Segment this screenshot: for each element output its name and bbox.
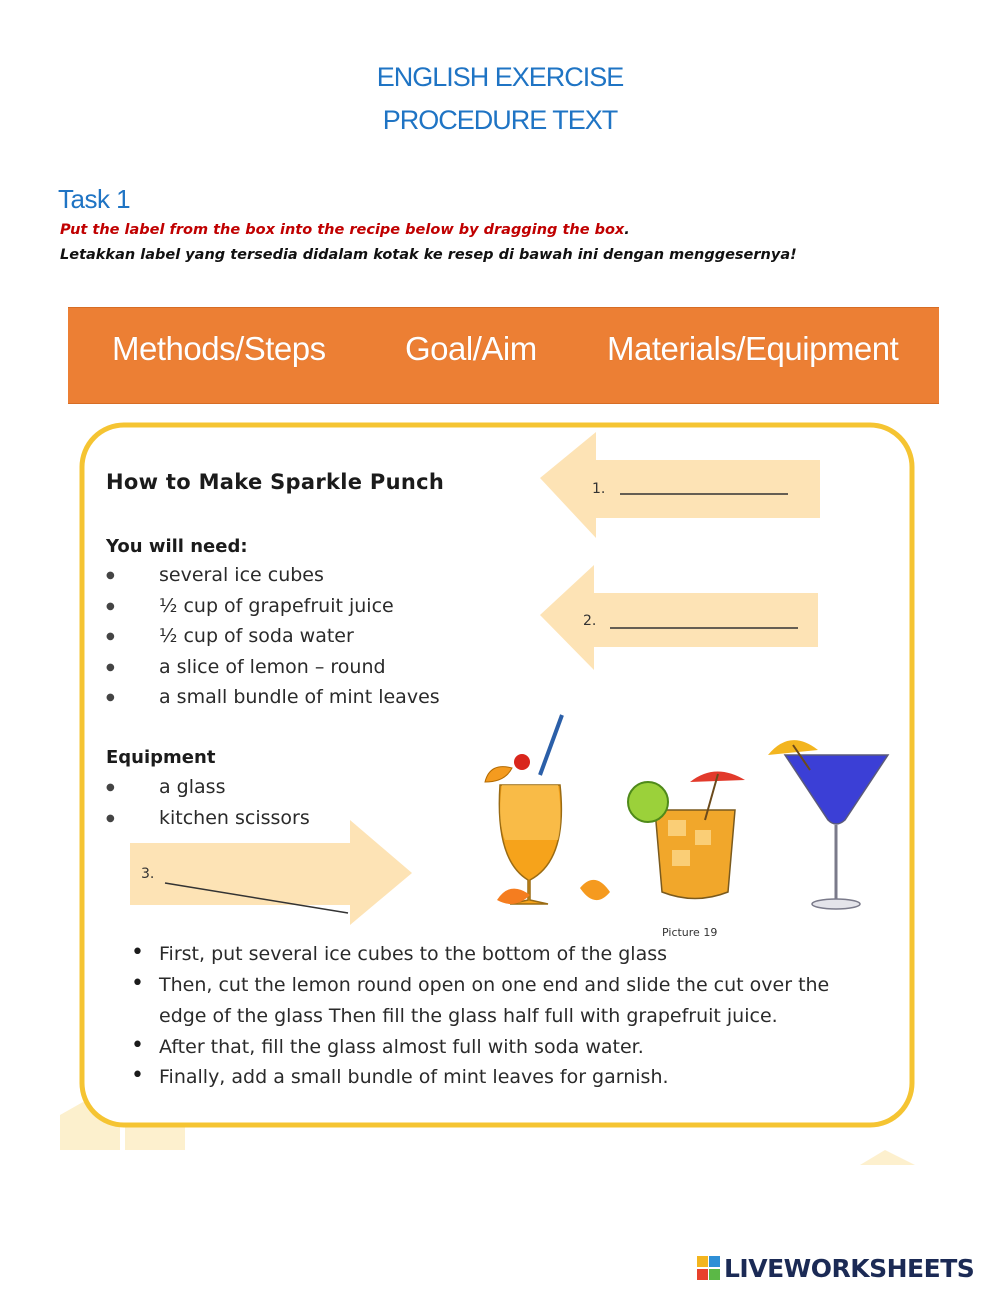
list-bullet-icon: ●: [106, 813, 115, 824]
list-bullet-icon: ●: [106, 782, 115, 793]
ingredient-item: a small bundle of mint leaves: [159, 686, 440, 708]
step-bullet-icon: •: [131, 971, 144, 996]
step-bullet-icon: •: [131, 940, 144, 965]
list-bullet-icon: ●: [106, 692, 115, 703]
drag-label-materials-equipment[interactable]: Materials/Equipment: [607, 330, 899, 367]
instruction-indonesian: Letakkan label yang tersedia didalam kotak ke resep di bawah ini dengan menggesernya!: [60, 247, 797, 263]
label-box: [68, 307, 939, 404]
equipment-item: a glass: [159, 776, 226, 798]
blank-number-2: 2.: [583, 613, 597, 629]
step-item-continued: edge of the glass Then fill the glass half full with grapefruit juice.: [159, 1005, 778, 1027]
liveworksheets-logo-icon: [697, 1256, 721, 1282]
drag-label-methods-steps[interactable]: Methods/Steps: [112, 330, 326, 367]
step-bullet-icon: •: [131, 1033, 144, 1058]
step-item: Finally, add a small bundle of mint leaves for garnish.: [159, 1066, 669, 1088]
list-bullet-icon: ●: [106, 631, 115, 642]
ingredient-item: several ice cubes: [159, 564, 324, 586]
page-title-line2: PROCEDURE TEXT: [382, 105, 618, 135]
drag-label-goal-aim[interactable]: Goal/Aim: [405, 330, 537, 367]
list-bullet-icon: ●: [106, 601, 115, 612]
blank-number-3: 3.: [141, 866, 155, 882]
ingredient-item: ½ cup of soda water: [159, 625, 354, 647]
equipment-heading: Equipment: [106, 747, 216, 768]
instruction-english: Put the label from the box into the recipe below by dragging the box.: [60, 222, 630, 238]
page-title-line1: ENGLISH EXERCISE: [376, 62, 624, 92]
step-item: After that, fill the glass almost full with soda water.: [159, 1036, 644, 1058]
equipment-item: kitchen scissors: [159, 807, 310, 829]
step-item: First, put several ice cubes to the bottom of the glass: [159, 943, 668, 965]
picture-caption: Picture 19: [662, 926, 718, 939]
step-item: Then, cut the lemon round open on one end and slide the cut over the: [159, 974, 830, 996]
liveworksheets-logo-text: LIVEWORKSHEETS: [724, 1254, 975, 1283]
task-heading: Task 1: [58, 184, 131, 214]
recipe-title: How to Make Sparkle Punch: [106, 470, 445, 494]
ingredient-item: ½ cup of grapefruit juice: [159, 595, 394, 617]
ingredient-item: a slice of lemon – round: [159, 656, 386, 678]
step-bullet-icon: •: [131, 1063, 144, 1088]
list-bullet-icon: ●: [106, 662, 115, 673]
list-bullet-icon: ●: [106, 570, 115, 581]
blank-number-1: 1.: [592, 481, 606, 497]
ingredients-heading: You will need:: [106, 536, 248, 557]
